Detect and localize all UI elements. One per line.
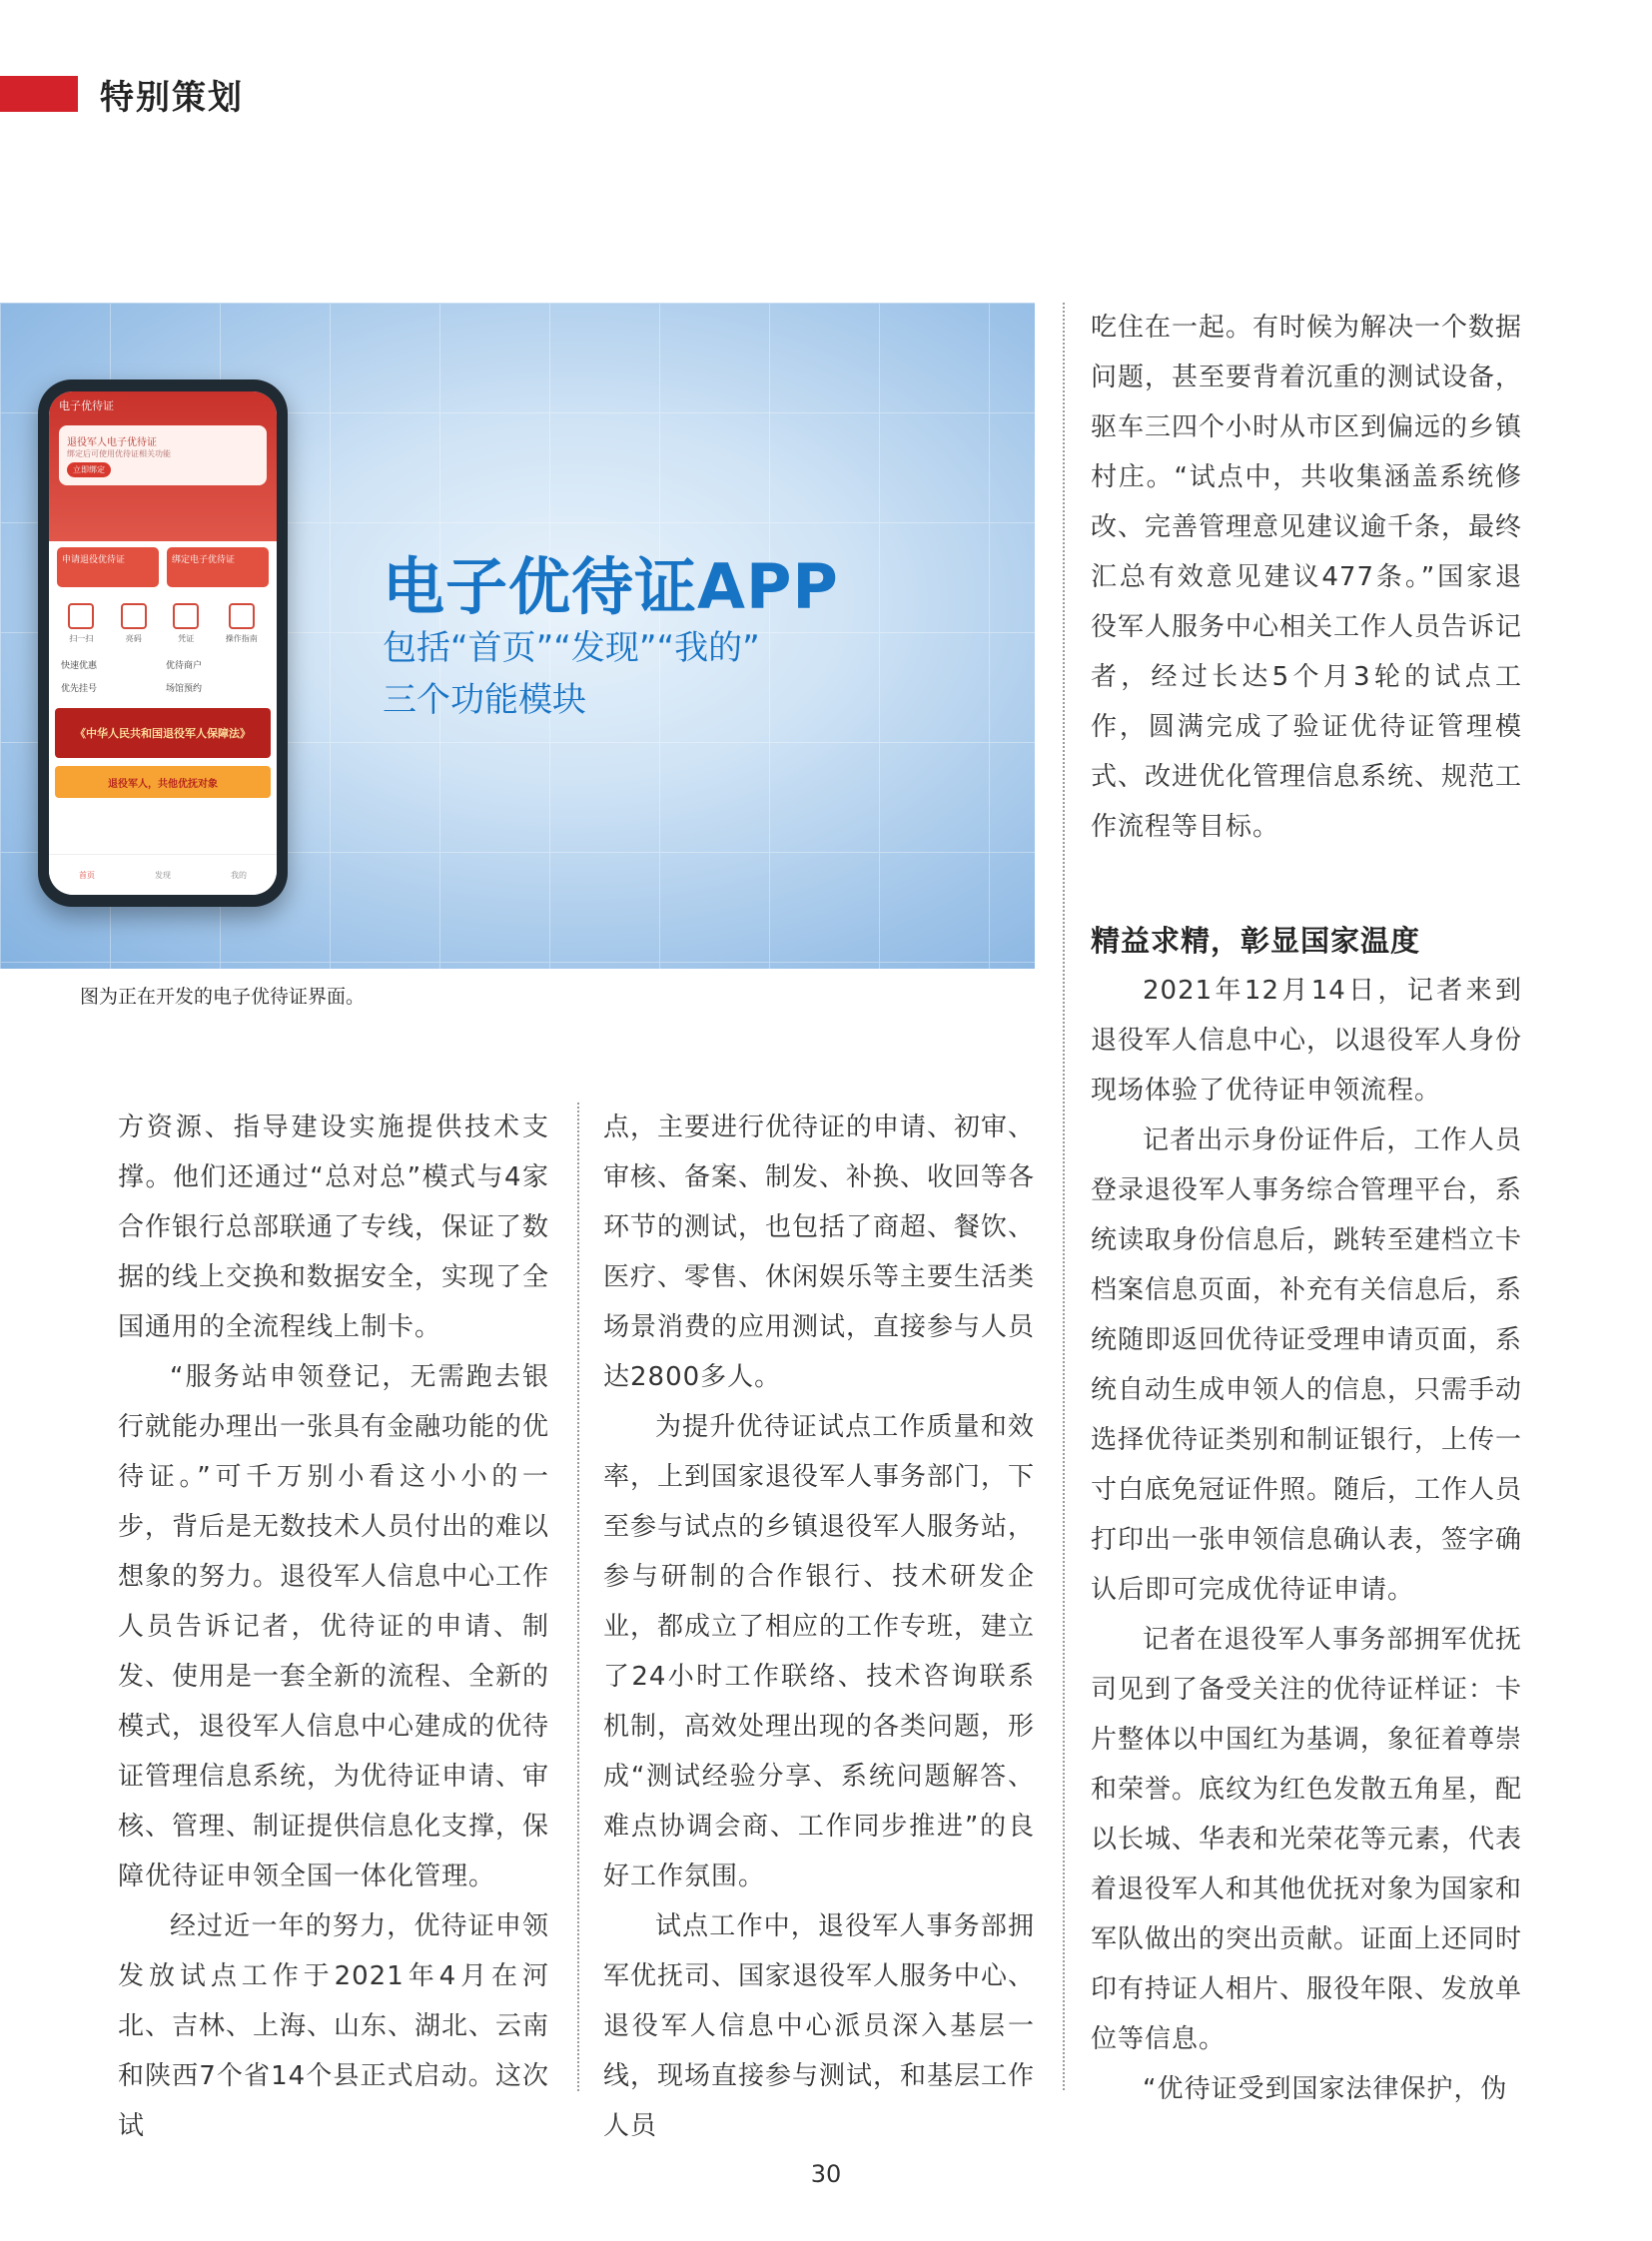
voucher-item: 凭证 — [173, 603, 199, 644]
feature-item: 优待商户 — [166, 661, 203, 671]
section-subheading: 精益求精，彰显国家温度 — [1091, 924, 1421, 958]
screen-bottom-nav — [49, 854, 277, 895]
app-title: 电子优待证APP — [383, 550, 839, 623]
promo-banner: 退役军人，共他优抚对象 — [55, 766, 271, 798]
bind-card-title: 退役军人电子优待证 — [67, 437, 157, 448]
screen-header — [49, 391, 277, 541]
app-subtitle-line2: 三个功能模块 — [383, 680, 586, 720]
guide-item: 操作指南 — [226, 603, 258, 644]
paragraph: 方资源、指导建设实施提供技术支撑。他们还通过“总对总”模式与4家合作银行总部联通了专线，保证了数据的线上交换和数据安全，实现了全国通用的全流程线上制卡。 — [118, 1113, 550, 1342]
paragraph: 记者出示身份证件后，工作人员登录退役军人事务综合管理平台，系统读取身份信息后，跳转至建档立卡档案信息页面，补充有关信息后，系统随即返回优待证受理申请页面，系统自动生成申领人的信息，只需手动选择优待证类别和制证银行，上传一寸白底免冠证件照。随后，工作人员打印出一张申领信息确认表，签字确认后即可完成优待证申请。 — [1091, 1125, 1523, 1605]
feature-item: 快速优惠 — [61, 661, 98, 671]
law-banner: 《中华人民共和国退役军人保障法》 — [55, 708, 271, 758]
guide-icon — [229, 603, 255, 629]
qr-code-icon — [121, 603, 147, 629]
nav-mine: 我的 — [231, 870, 247, 880]
app-subtitle-line1: 包括“首页”“发现”“我的” — [383, 628, 760, 668]
nav-discover: 发现 — [155, 870, 171, 880]
paragraph: 2021年12月14日，记者来到退役军人信息中心，以退役军人身份现场体验了优待证申领流程。 — [1091, 976, 1523, 1106]
page-number: 30 — [810, 2160, 842, 2188]
column-divider — [577, 1103, 579, 2091]
screen-header-title: 电子优待证 — [59, 399, 114, 412]
bind-card-button: 立即绑定 — [67, 462, 111, 477]
nav-home: 首页 — [79, 870, 95, 880]
phone-mockup — [38, 379, 288, 907]
paragraph: 记者在退役军人事务部拥军优抚司见到了备受关注的优待证样证：卡片整体以中国红为基调，象征着尊崇和荣誉。底纹为红色发散五角星，配以长城、华表和光荣花等元素，代表着退役军人和其他优抚对象为国家和军队做出的突出贡献。证面上还同时印有持证人相片、服役年限、发放单位等信息。 — [1091, 1625, 1523, 2054]
apply-button: 申请退役优待证 — [57, 547, 159, 587]
paragraph: 吃住在一起。有时候为解决一个数据问题，甚至要背着沉重的测试设备，驱车三四个小时从市区到偏远的乡镇村庄。“试点中，共收集涵盖系统修改、完善管理意见建议逾千条，最终汇总有效意见建议477条。”国家退役军人服务中心相关工作人员告诉记者，经过长达5个月3轮的试点工作，圆满完成了验证优待证管理模式、改进优化管理信息系统、规范工作流程等目标。 — [1091, 313, 1523, 842]
screen-feature-list — [49, 654, 277, 698]
section-title: 特别策划 — [100, 78, 244, 118]
scan-icon — [68, 603, 94, 629]
code-item: 亮码 — [121, 603, 147, 644]
paragraph: “优待证受到国家法律保护，伪 — [1143, 2074, 1508, 2104]
bind-card — [59, 425, 267, 485]
photo-caption: 图为正在开发的电子优待证界面。 — [80, 986, 366, 1008]
screen-action-row — [49, 541, 277, 593]
paragraph: 点，主要进行优待证的申请、初审、审核、备案、制发、补换、收回等各环节的测试，也包括了商超、餐饮、医疗、零售、休闲娱乐等主要生活类场景消费的应用测试，直接参与人员达2800多人。 — [603, 1113, 1036, 1392]
paragraph: “服务站申领登记，无需跑去银行就能办理出一张具有金融功能的优待证。”可千万别小看这小小的一步，背后是无数技术人员付出的难以想象的努力。退役军人信息中心工作人员告诉记者，优待证的申请、制发、使用是一套全新的流程、全新的模式，退役军人信息中心建成的优待证管理信息系统，为优待证申请、审核、管理、制证提供信息化支撑，保障优待证申领全国一体化管理。 — [118, 1362, 550, 1891]
article-column-3 — [1091, 303, 1522, 2114]
bind-card-sub: 绑定后可使用优待证相关功能 — [67, 449, 171, 458]
article-column-1 — [118, 1103, 549, 2151]
paragraph: 试点工作中，退役军人事务部拥军优抚司、国家退役军人服务中心、退役军人信息中心派员深入基层一线，现场直接参与测试，和基层工作人员 — [603, 1911, 1036, 2141]
screen-icon-row — [49, 593, 277, 654]
feature-item: 场馆预约 — [166, 684, 203, 694]
paragraph: 为提升优待证试点工作质量和效率，上到国家退役军人事务部门，下至参与试点的乡镇退役军人服务站，参与研制的合作银行、技术研发企业，都成立了相应的工作专班，建立了24小时工作联络、技术咨询联系机制，高效处理出现的各类问题，形成“测试经验分享、系统问题解答、难点协调会商、工作同步推进”的良好工作氛围。 — [603, 1412, 1036, 1891]
article-column-2 — [603, 1103, 1035, 2151]
section-color-bar — [0, 76, 78, 112]
scan-item: 扫一扫 — [68, 603, 94, 644]
column-divider — [1063, 303, 1065, 2090]
voucher-icon — [173, 603, 199, 629]
feature-item: 优先挂号 — [61, 684, 98, 694]
app-photo — [0, 303, 1035, 969]
bind-button: 绑定电子优待证 — [167, 547, 269, 587]
phone-screen — [49, 391, 277, 895]
paragraph: 经过近一年的努力，优待证申领发放试点工作于2021年4月在河北、吉林、上海、山东、湖北、云南和陕西7个省14个县正式启动。这次试 — [118, 1911, 550, 2141]
